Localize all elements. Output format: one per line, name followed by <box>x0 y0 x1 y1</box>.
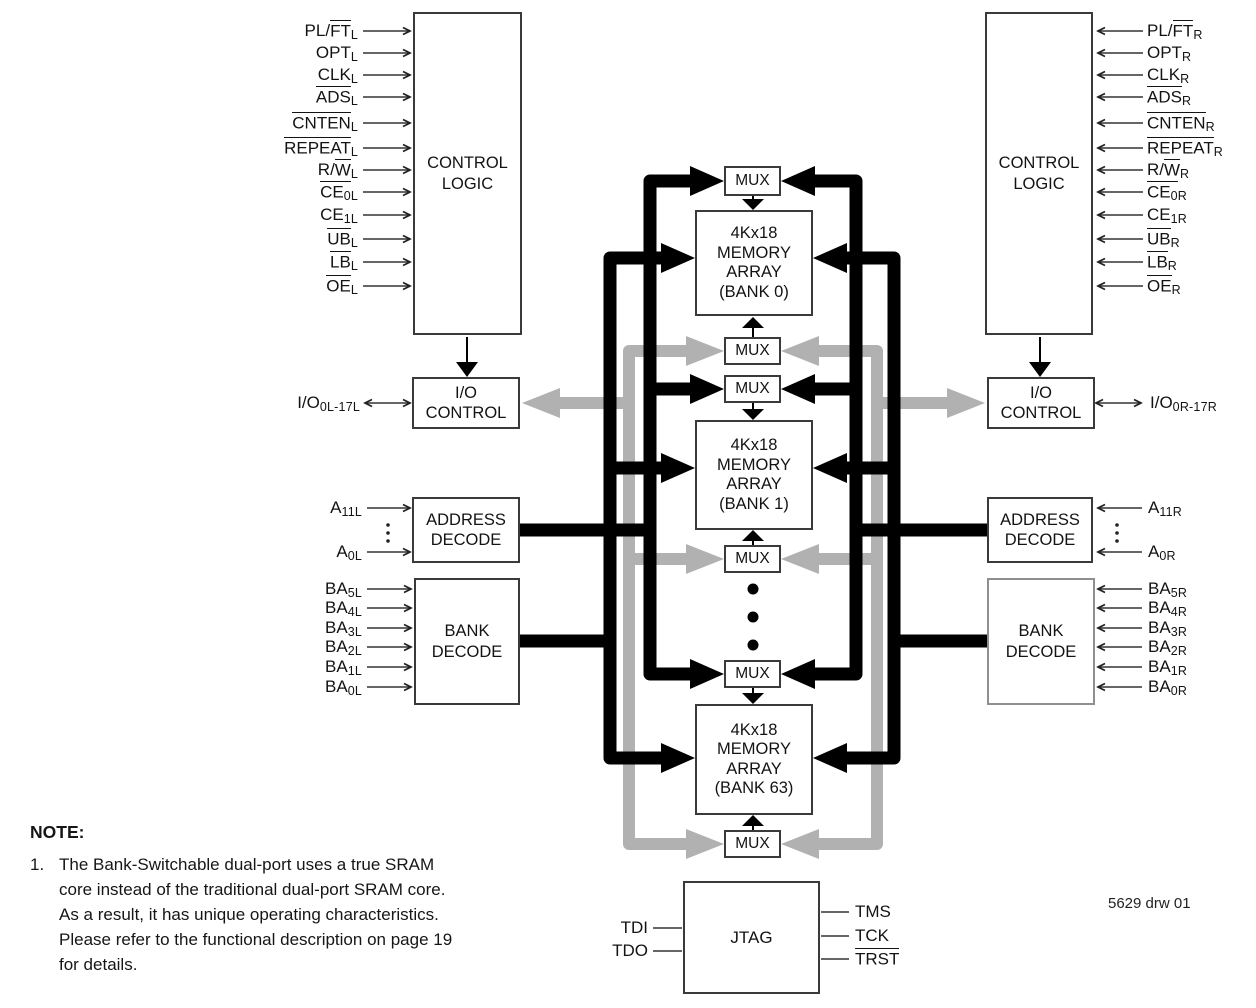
box-label: I/O <box>454 383 477 402</box>
right-bank-input: BA4R <box>1148 598 1188 619</box>
mux-bank63-data <box>724 830 781 858</box>
mux-label: MUX <box>735 380 770 397</box>
right-bank-input: BA0R <box>1148 677 1188 698</box>
right-signal-ubr: UBR <box>1147 229 1180 250</box>
array-label-line: (BANK 63) <box>714 779 794 797</box>
right-address-decode-box <box>987 497 1093 563</box>
box-label: CONTROL <box>425 404 507 422</box>
array-label-line: 4Kx18 <box>730 224 778 242</box>
right-bank-bus <box>845 258 987 758</box>
left-signal-oel: OEL <box>326 276 358 297</box>
left-signal-repeatl: REPEATL <box>284 138 358 159</box>
left-bank-input: BA2L <box>325 637 362 658</box>
left-signal-adsl: ADSL <box>315 87 358 108</box>
right-signal-repeatr: REPEATR <box>1147 138 1223 159</box>
array-label-line: 4Kx18 <box>730 720 778 739</box>
left-signal-ce0l: CE0L <box>320 182 358 203</box>
box-label: CONTROL <box>1000 404 1082 422</box>
left-address-input: A0L <box>336 542 362 563</box>
box-label: JTAG <box>730 927 773 947</box>
mux-bank0-data <box>724 337 781 365</box>
right-signal-pl-ftr: PL/FTR <box>1147 21 1203 42</box>
mux-bank63-address <box>724 660 781 688</box>
left-signal-ubl: UBL <box>327 229 358 250</box>
drawing-number: 5629 drw 01 <box>1108 895 1191 912</box>
left-io-bus-label: I/O0L-17L <box>297 393 360 414</box>
right-signal-optr: OPTR <box>1147 43 1192 64</box>
left-address-decode-box <box>412 497 520 563</box>
box-label: ADDRESS <box>1000 510 1080 529</box>
right-signal-ce0r: CE0R <box>1147 182 1188 203</box>
right-io-data-bus <box>818 351 950 844</box>
jtag-pin-tdi: TDI <box>620 918 648 937</box>
left-bank-input: BA5L <box>325 579 362 600</box>
box-label: I/O <box>1029 383 1052 402</box>
box-label: DECODE <box>430 531 502 549</box>
box-label: CONTROL <box>427 154 508 172</box>
box-label: BANK <box>444 622 490 640</box>
mux-label: MUX <box>735 550 770 567</box>
left-address-input: A11L <box>330 498 362 519</box>
box-label: CONTROL <box>998 154 1080 172</box>
array-label-line: ARRAY <box>726 475 782 493</box>
right-io-control-box <box>987 377 1095 429</box>
left-bank-input: BA1L <box>325 657 362 678</box>
right-control-logic-box <box>985 12 1093 335</box>
left-signal-ce1l: CE1L <box>320 205 358 226</box>
right-signal-r-wr: R/WR <box>1147 160 1190 181</box>
right-signal-clkr: CLKR <box>1147 65 1190 86</box>
bank-ellipsis-dots <box>748 584 759 651</box>
right-signal-adsr: ADSR <box>1147 87 1192 108</box>
left-io-data-bus <box>558 351 688 844</box>
mux-label: MUX <box>735 172 770 189</box>
right-bank-input: BA5R <box>1148 579 1188 600</box>
note-text: The Bank-Switchable dual-port uses a true SRAM core instead of the traditional dual-port SRAM core. As a result, it has unique operating characteristics. Please refer to the functional description on page 19 for details. <box>59 855 453 974</box>
right-io-bus-label: I/O0R-17R <box>1150 393 1217 414</box>
array-label-line: MEMORY <box>717 740 791 758</box>
left-signal-r-wl: R/WL <box>317 160 358 181</box>
box-label: LOGIC <box>1013 174 1065 193</box>
right-bank-input: BA2R <box>1148 637 1188 658</box>
jtag-pin-tms: TMS <box>855 902 891 921</box>
right-bank-input: BA3R <box>1148 618 1188 639</box>
mux-label: MUX <box>735 835 770 852</box>
memory-array-bank1 <box>695 420 813 530</box>
note-block <box>30 822 555 977</box>
jtag-pin-trst: TRST <box>855 949 900 968</box>
left-signal-lbl: LBL <box>330 252 358 273</box>
array-label-line: MEMORY <box>717 243 791 262</box>
left-bank-decode-box <box>414 578 520 705</box>
left-bank-input: BA0L <box>325 677 362 698</box>
memory-array-bank0 <box>695 210 813 316</box>
array-label-line: (BANK 1) <box>719 494 789 513</box>
left-bank-input: BA4L <box>325 598 362 619</box>
box-label: LOGIC <box>441 174 494 193</box>
note-number: 1. <box>30 855 45 874</box>
mux-bank1-address <box>724 375 781 403</box>
array-label-line: ARRAY <box>726 263 782 281</box>
jtag-box <box>683 881 820 994</box>
jtag-pin-tdo: TDO <box>612 941 648 960</box>
right-signal-lbr: LBR <box>1147 252 1178 273</box>
box-label: DECODE <box>1005 642 1077 661</box>
mux-bank1-data <box>724 545 781 573</box>
array-label-line: MEMORY <box>717 455 791 474</box>
note-heading: NOTE: <box>30 822 85 842</box>
memory-array-bank63 <box>695 704 813 815</box>
left-signal-cntenl: CNTENL <box>292 113 358 134</box>
left-control-logic-box <box>413 12 522 335</box>
right-signal-oer: OER <box>1147 276 1181 297</box>
right-bank-input: BA1R <box>1148 657 1188 678</box>
left-signal-pl-ftl: PL/FTL <box>304 21 358 42</box>
mux-label: MUX <box>735 665 770 682</box>
box-label: BANK <box>1018 622 1064 640</box>
left-bank-input: BA3L <box>325 618 362 639</box>
left-io-control-box <box>412 377 520 429</box>
right-address-input: A11R <box>1148 498 1182 519</box>
left-bank-bus <box>520 258 663 758</box>
right-bank-decode-box <box>987 578 1095 705</box>
jtag-pin-tck: TCK <box>855 926 889 945</box>
box-label: DECODE <box>431 642 503 661</box>
box-label: ADDRESS <box>426 510 506 529</box>
right-signal-ce1r: CE1R <box>1147 205 1188 226</box>
right-signal-cntenr: CNTENR <box>1147 113 1215 134</box>
left-signal-optl: OPTL <box>315 43 358 64</box>
array-label-line: ARRAY <box>726 759 782 778</box>
array-label-line: (BANK 0) <box>719 282 789 301</box>
box-label: DECODE <box>1004 531 1076 549</box>
mux-bank0-address <box>724 166 781 196</box>
array-label-line: 4Kx18 <box>730 436 778 454</box>
mux-label: MUX <box>735 342 770 359</box>
right-address-input: A0R <box>1148 542 1176 563</box>
left-signal-clkl: CLKL <box>317 65 358 86</box>
